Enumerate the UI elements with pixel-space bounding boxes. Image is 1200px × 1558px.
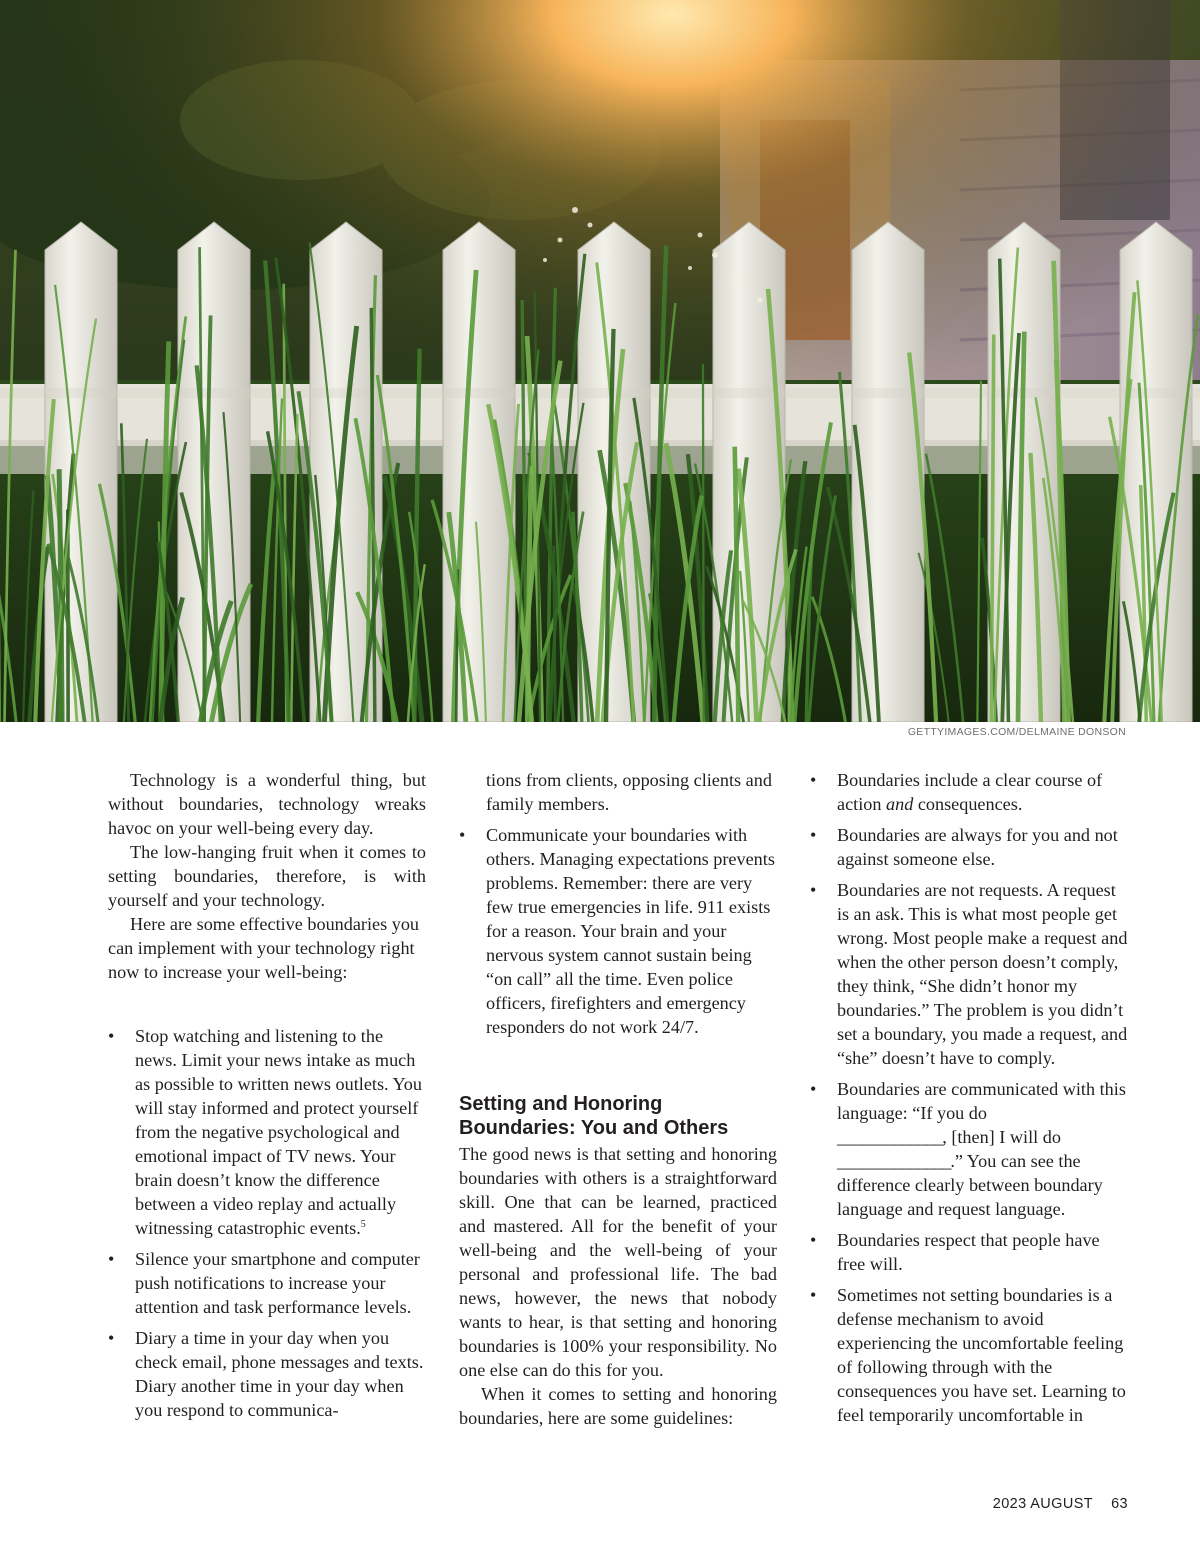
list-item — [810, 1283, 1128, 1427]
grass-blade — [703, 364, 704, 722]
list-item — [108, 1326, 426, 1422]
paragraph: Here are some effective boundaries you can implement with your technology right now to increase your well-being: — [108, 914, 420, 982]
paragraph: The low-hanging fruit when it comes to setting boundaries, therefore, is with yourself and your technology. — [108, 842, 426, 910]
bullet-icon: • — [108, 1328, 115, 1348]
bullet-list — [108, 1024, 426, 1422]
list-item-text: Communicate your boundaries with others. Managing expectations prevents problems. Remember: there are very few true emergencies in life. 911 exists for a reason. Your brain and your nervous system cannot sustain being “on call” all the time. Even police officers, firefighters and emergency responders do not work 24/7. — [486, 825, 775, 1037]
hero-photo — [0, 0, 1200, 722]
emphasis-text: and — [886, 794, 914, 814]
bullet-list — [810, 768, 1128, 1427]
list-item — [810, 768, 1128, 816]
fence-rail — [0, 388, 1200, 398]
bullet-icon: • — [810, 1079, 817, 1099]
column-2 — [459, 768, 777, 1430]
list-item-text: Boundaries are not requests. A request is an ask. This is what most people get wrong. Most people make a request and when the other person doesn’t comply, they think, “She didn’t honor my boundaries.” The problem is you didn’t set a boundary, you made a request, and “she” doesn’t have to comply. — [837, 880, 1128, 1068]
list-item — [459, 823, 777, 1039]
list-item — [108, 1024, 426, 1240]
paragraph: The good news is that setting and honoring boundaries with others is a straightforward skill. One that can be learned, practiced and mastered. All for the benefit of your well-being and the well-being of your personal and professional life. The bad news, however, the news that nobody wants to hear, is that setting and honoring boundaries is 100% your responsibility. No one else can do this for you. — [459, 1144, 777, 1380]
fence-picket — [988, 222, 1060, 722]
list-item-text: Boundaries are always for you and not against someone else. — [837, 825, 1118, 869]
list-item-text: Silence your smartphone and computer push notifications to increase your attention and task performance levels. — [135, 1249, 420, 1317]
fill-in-blank: ______________ — [837, 1151, 951, 1171]
list-item-text: Boundaries respect that people have free will. — [837, 1230, 1100, 1274]
bullet-icon: • — [810, 880, 817, 900]
list-item-text: .” You can see the difference clearly between boundary language and request language. — [837, 1151, 1103, 1219]
list-item — [810, 1077, 1128, 1221]
list-item-text: Boundaries are communicated with this language: “If you do — [837, 1079, 1126, 1123]
bullet-icon: • — [459, 825, 466, 845]
bullet-list — [459, 823, 777, 1039]
bullet-icon: • — [108, 1249, 115, 1269]
grass-blade — [991, 334, 993, 722]
column-3 — [810, 768, 1128, 1434]
bullet-icon: • — [810, 1285, 817, 1305]
bullet-icon: • — [810, 825, 817, 845]
footnote-reference: 5 — [360, 1219, 366, 1230]
section-subhead: Setting and Honoring Boundaries: You and Others — [459, 1093, 729, 1139]
issue-date: 2023 AUGUST — [992, 1496, 1094, 1512]
list-item — [810, 1228, 1128, 1276]
list-item-text: , [then] I will do — [942, 1127, 1061, 1147]
list-item-text: consequences. — [913, 794, 1023, 814]
list-item-continuation: tions from clients, opposing clients and family members. — [486, 770, 772, 814]
list-item-text: Stop watching and listening to the news. Limit your news intake as much as possible to written news outlets. You will stay informed and protect yourself from the negative psychological and emotional impact of TV news. Your brain doesn’t know the difference between a video replay and actually witnessing catastrophic events. — [135, 1026, 422, 1238]
paragraph: Technology is a wonderful thing, but without boundaries, technology wreaks havoc on your well-being every day. — [108, 770, 426, 838]
photo-credit: GETTYIMAGES.COM/DELMAINE DONSON — [907, 726, 1126, 738]
page-number: 63 — [1111, 1496, 1128, 1512]
list-item — [810, 823, 1128, 871]
column-1 — [108, 768, 426, 1429]
list-item-text: Boundaries include a clear course of action — [837, 770, 1103, 814]
fill-in-blank: _____________ — [837, 1127, 943, 1147]
list-item-text: Sometimes not setting boundaries is a defense mechanism to avoid experiencing the uncomfortable feeling of following through with the consequences you have set. Learning to feel temporarily uncomfortable in — [837, 1285, 1126, 1425]
bullet-icon: • — [108, 1026, 115, 1046]
grass-blade — [554, 546, 556, 722]
bullet-icon: • — [810, 770, 817, 790]
picket-fence-illustration — [0, 0, 1200, 722]
list-item-text: Diary a time in your day when you check email, phone messages and texts. Diary another time in your day when you respond to communica- — [135, 1328, 424, 1420]
list-item — [810, 878, 1128, 1070]
fence-picket — [852, 222, 924, 722]
list-item — [108, 1247, 426, 1319]
page-footer — [993, 1496, 1128, 1512]
bullet-icon: • — [810, 1230, 817, 1250]
paragraph: When it comes to setting and honoring boundaries, here are some guidelines: — [459, 1384, 777, 1428]
